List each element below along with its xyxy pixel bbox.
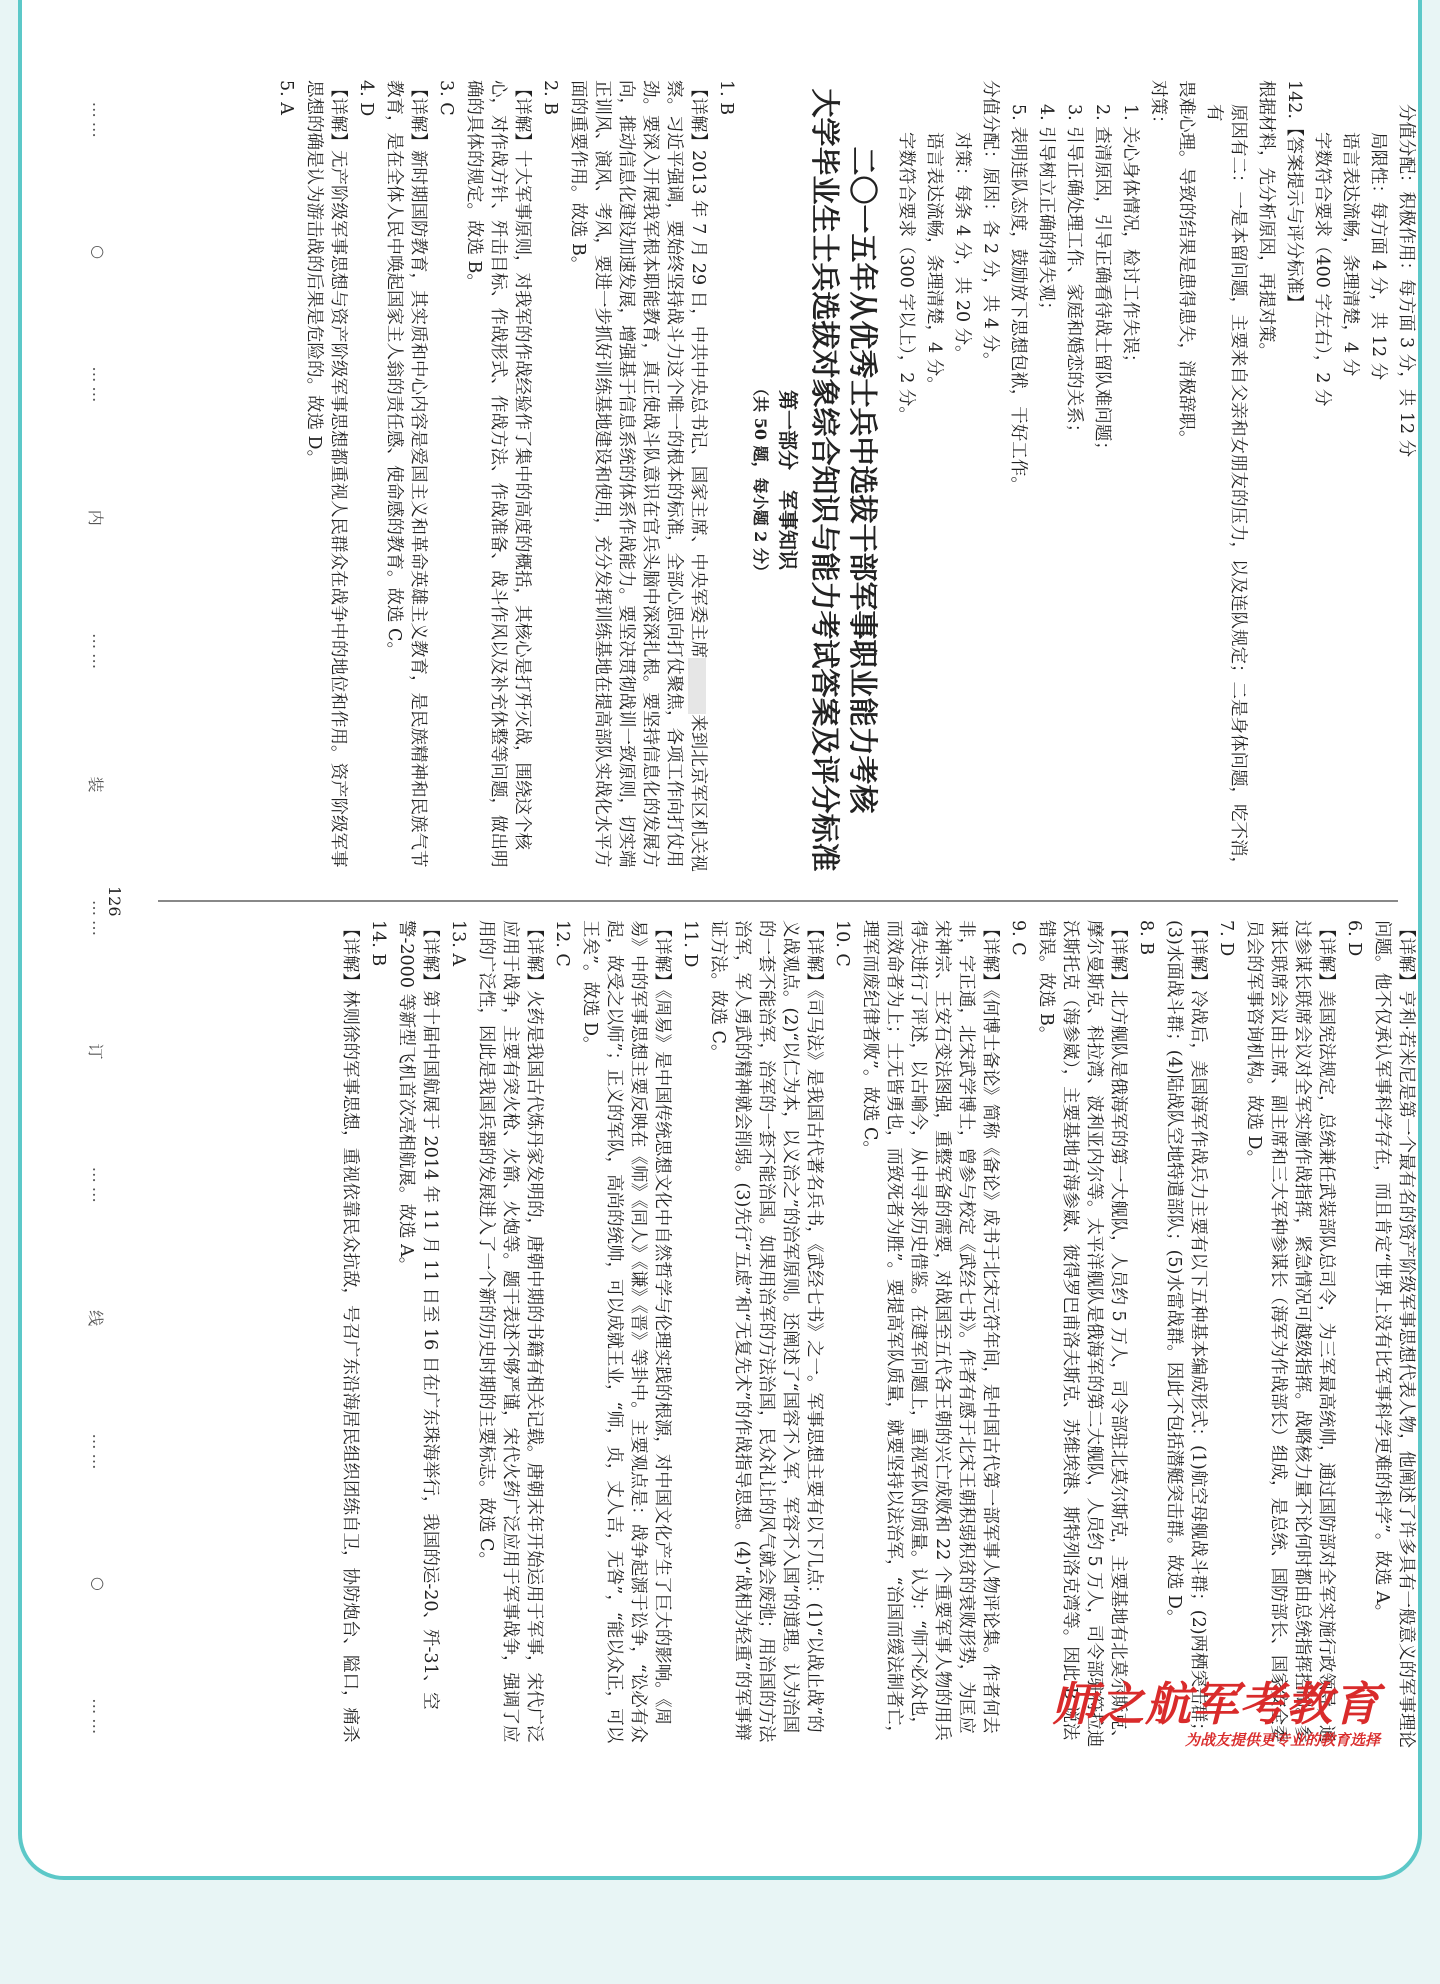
text-line: 对策： — [1148, 80, 1168, 133]
text-line: 字数符合要求（400 字左右），2 分 — [1312, 132, 1332, 407]
answer-detail: 【详解】十大军事原则，对我军的作战经验作了集中的高度的概括，其核心是打歼灭战，围绕这个核心，对作战方针、歼击目标、作战形式、作战方法、作战准备、战斗作风以及补充休整等问题，做出明确的具体的规定。故选 B。 — [464, 80, 532, 868]
answer-detail: 【详解】亨利·若米尼是第一个最有名的资产阶级军事思想代表人物，他阐述了许多具有一般意义的军事理论问题。他不仅承认军事科学存在，而且肯定“世界上没有比军事科学更难的科学”。故选 A。 — [1372, 920, 1416, 1749]
answer-detail: 【详解】《周易》是中国传统思想文化中自然哲学与伦理实践的根源，对中国文化产生了巨大的影响。《周易》中的军事思想主要反映在《师》《同人》《谦》《晋》等卦中。主要观点是：战争起源于讼争，“讼必有众起，故受之以师”；正义的军队，高尚的统帅，可以成就王业，“师，贞，丈人吉，无咎”，“能以众正，可以王矣”。故选 D。 — [580, 920, 672, 1744]
title-line-1: 二〇一五年从优秀士兵中选拔干部军事职业能力考核 — [846, 146, 880, 814]
text-line: 4. 引导树立正确的得失观； — [1036, 104, 1056, 319]
logo-main-text: 师之航军考教育 — [1051, 1677, 1380, 1731]
text-line: 分值分配：积极作用：每方面 3 分，共 12 分 — [1396, 104, 1416, 458]
page-number: 126 — [105, 886, 124, 917]
text-line: 1. 关心身体情况，检讨工作失误； — [1120, 104, 1140, 372]
answer-text: 来到北京军区机关视察。习近平强调，要始终坚持战斗力这个唯一的根本的标准，全部心思向打仗聚焦，各项工作向打仗用劲。要深入开展我军根本职能教育，真正使战斗队意识在官兵头脑中深深扎根。要坚持信息化的发展方向，推动信息化建设加速发展，增强基于信息系统的体系作战能力。要坚决贯彻战训一致原则，切实端正训风、演风、考风，要进一步抓好训练基地建设和使用，充分发挥训练基地在提高部队实战化水平方面的重要作用。故选 B。 — [568, 80, 708, 872]
text-line: 原因有二：一是本留问题，主要来自父亲和女朋友的压力，以及连队规定；二是身体问题，吃不消，有 — [1204, 104, 1248, 874]
answer-detail: 【详解】《何博士备论》简称《备论》成书于北宋元符年间，是中国古代第一部军事人物评论集。作者何去非，字正通，北宋武学博士，曾参与校定《武经七书》。作者有感于北宋王朝积弱积贫的衰败形势，为匡应宋神宗、王安石变法图强，重整军备的需要，对战国至五代各王朝的兴亡成败和 22 个重要军事人物的用兵得失进行了评述，以古喻今，从中寻求历史借鉴。在建军问题上，重视军队的质量。认为：“师不必众也，而效命者为上；士无皆勇也，而致死者为胜”。要提高军队质量，就要坚持以法治军，“治国而缓法制者亡，理军而废纪律者败”。故选 C。 — [860, 920, 1000, 1743]
binding-mark: …… — [89, 366, 108, 407]
part-title: 第一部分 军事知识 — [776, 390, 800, 570]
rotated-page — [48, 20, 1418, 1820]
answer-number: 5. A — [276, 80, 296, 115]
text-line: 畏难心理。导致的结果是患得患失，消极辞职。 — [1176, 80, 1196, 448]
document-page — [48, 20, 1418, 1820]
answer-detail: 【详解】火药是我国古代炼丹家发明的，唐朝中期的书籍有相关记载。唐朝末年开始运用于军事，宋代广泛应用于战争，主要有突火枪、火箭、火炮等。题干表述不够严谨，宋代火药广泛应用于军事战争，强调了应用的广泛性，因此是我国兵器的发展进入了一个新的历史时期的主要标志。故选 C。 — [476, 920, 544, 1743]
answer-detail: 【详解】《司马法》是我国古代著名兵书，《武经七书》之一。军事思想主要有以下几点：(1)“以战止战”的义战观点。(2)“以仁为本，以义治之”的治军原则。还阐述了“国容不入军，军容不入国”的道理。认为治国的一套不能治军，治军的一套不能治国。如果用治军的方法治国，民众礼让的风气就会废弛；用治国的方法治军，军人勇武的精神就会削弱。(3)先行“五虑”和“无复先术”的作战指导思想。(4)“战相为轻重”的军事辩证方法。故选 C。 — [708, 920, 824, 1743]
answer-detail: 【详解】林则徐的军事思想，重视依靠民众抗敌，号召广东沿海居民组织团练自卫，协防炮台、隘口，痛杀 — [340, 920, 360, 1743]
text-line: 5. 表明连队态度，鼓励放下思想包袱，干好工作。 — [1008, 104, 1028, 494]
text-line: 142.【答案提示与评分标准】 — [1284, 80, 1304, 312]
binding-mark: …… — [89, 899, 108, 940]
binding-mark: 订 — [86, 1043, 105, 1064]
answer-detail: 【详解】第十届中国航展于 2014 年 11 月 11 日至 16 日在广东珠海举行，我国的运-20、歼-31、空警-2000 等新型飞机首次亮相航展。故选 A。 — [396, 920, 440, 1710]
brand-logo — [1051, 1679, 1380, 1750]
answer-number: 13. A — [448, 920, 468, 967]
binding-mark: ○ — [89, 245, 108, 264]
answer-number: 4. D — [356, 80, 376, 117]
title-line-2: 大学毕业生士兵选拔对象综合知识与能力考试答案及评分标准 — [808, 88, 842, 872]
text-line: 2. 查清原因，引导正确看待战士留队难问题； — [1092, 104, 1112, 459]
answer-number: 7. D — [1216, 920, 1236, 957]
answer-detail — [566, 80, 710, 880]
binding-mark: …… — [89, 1433, 108, 1474]
answer-number: 8. B — [1136, 920, 1156, 956]
page-frame — [18, 0, 1422, 1880]
answer-number: 1. B — [716, 80, 736, 116]
text-line: 字数符合要求（300 字以上），2 分。 — [896, 132, 916, 424]
answer-number: 14. B — [368, 920, 388, 967]
answer-number: 6. D — [1344, 920, 1364, 957]
text-line: 语言表达流畅，条理清楚，4 分。 — [924, 132, 944, 394]
left-column — [270, 80, 1418, 880]
binding-mark: 线 — [86, 1310, 105, 1331]
text-line: 3. 引导正确处理工作、家庭和婚恋的关系； — [1064, 104, 1084, 442]
answer-detail: 【详解】北方舰队是俄海军的第一大舰队，人员约 5 万人，司令部驻北莫尔斯克，主要基地有北莫尔斯克、摩尔曼斯克、科拉湾、波利亚内尔等。太平洋舰队是俄海军的第二大舰队，人员约 5 万人，司令部驻符拉迪沃斯托克（海参崴），主要基地有海参崴、彼得罗巴甫洛夫斯克、苏维埃港、斯特列洛克湾等。因此 B 说法错误。故选 B。 — [1036, 920, 1128, 1748]
answer-detail: 【详解】美国宪法规定，总统兼任武装部队总司令，为三军最高统帅，通过国防部对全军实施行政领导，通过参谋长联席会议对全军实施作战指挥，紧急情况可越级指挥。战略核力量不论何时都由总统指挥控制。参谋长联席会议由主席、副主席和三大军种参谋长（海军为作战部长）组成，是总统、国防部长、国家安全委员会的军事咨询机构。故选 D。 — [1244, 920, 1336, 1743]
right-column — [334, 920, 1418, 1750]
text-line: 语言表达流畅，条理清楚，4 分 — [1340, 132, 1360, 377]
document-title — [806, 80, 882, 880]
text-line: 对策：每条 4 分，共 20 分。 — [952, 132, 972, 363]
answer-number: 10. C — [832, 920, 852, 967]
text-line: 局限性：每方面 4 分，共 12 分 — [1368, 132, 1388, 381]
answer-number: 2. B — [540, 80, 560, 116]
binding-mark: …… — [89, 1166, 108, 1207]
answer-number: 9. C — [1008, 920, 1028, 956]
binding-mark: …… — [89, 101, 108, 142]
binding-mark: …… — [89, 633, 108, 674]
answer-detail: 【详解】冷战后，美国海军作战兵力主要有以下五种基本编成形式：(1)航空母舰战斗群；(2)两栖突击群；(3)水面战斗群；(4)陆战队空地特遣部队；(5)水雷战群。因此不包括潜艇突击群。故选 D。 — [1164, 920, 1208, 1740]
binding-mark: …… — [89, 1698, 108, 1739]
binding-mark: ○ — [89, 1576, 108, 1595]
answer-number: 12. C — [552, 920, 572, 967]
redacted-block — [689, 658, 707, 714]
answer-detail: 【详解】无产阶级军事思想与资产阶级军事思想都重视人民群众在战争中的地位和作用。资产阶级军事思想的确是认为游击战的后果是危险的。故选 D。 — [304, 80, 348, 868]
answer-detail: 【详解】新时期国防教育，其实质和中心内容是爱国主义和革命英雄主义教育，是民族精神和民族气节教育，是在全体人民中唤起国家主人翁的责任感、使命感的教育。故选 C。 — [384, 80, 428, 868]
text-line: 根据材料，先分析原因，再提对策。 — [1256, 80, 1276, 360]
logo-tagline: 为战友提供更专业的教育选择 — [1184, 1731, 1380, 1749]
text-line: 分值分配：原因：各 2 分，共 4 分。 — [980, 80, 1000, 370]
answer-text: 【详解】2013 年 7 月 29 日，中共中央总书记、国家主席、中央军委主席 — [688, 80, 708, 659]
binding-line — [85, 50, 108, 1790]
answer-number: 3. C — [436, 80, 456, 116]
binding-mark: 内 — [86, 509, 105, 530]
column-divider — [158, 900, 1398, 902]
part-note: （共 50 题，每小题 2 分） — [751, 380, 770, 580]
binding-mark: 装 — [86, 776, 105, 797]
answer-number: 11. D — [680, 920, 700, 968]
